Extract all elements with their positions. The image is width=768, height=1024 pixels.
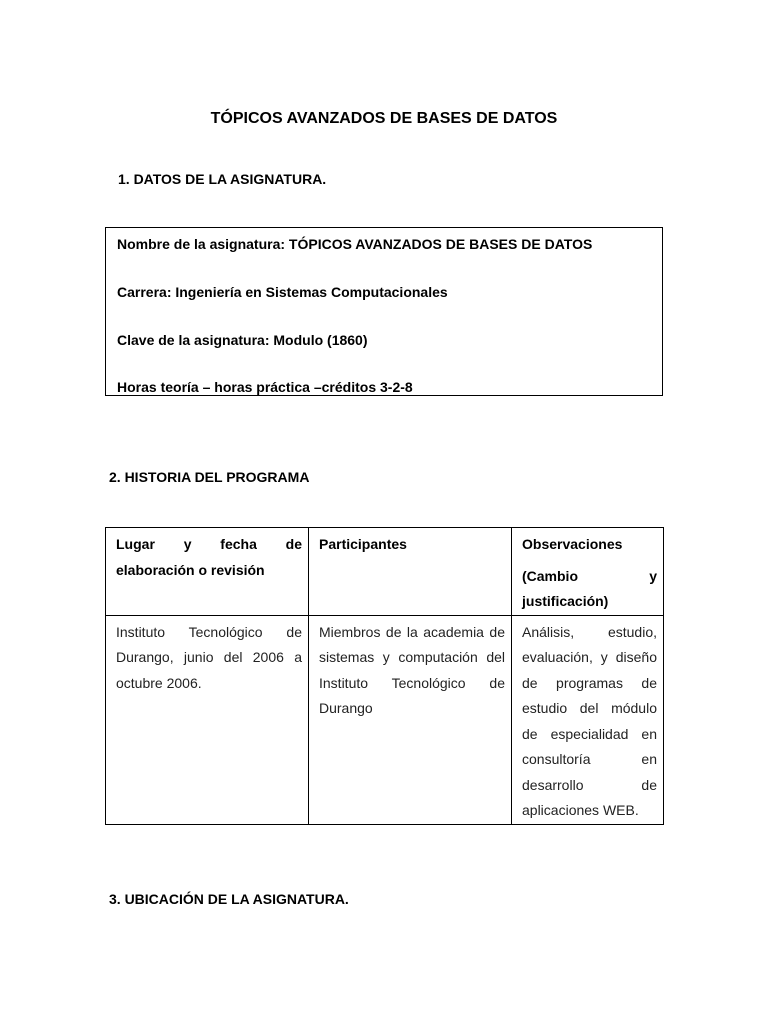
header-observations-text: Observaciones (522, 536, 623, 552)
header-participants-text: Participantes (319, 536, 407, 552)
course-name-field: Nombre de la asignatura: TÓPICOS AVANZADOS DE BASES DE DATOS (117, 236, 593, 252)
career-field: Carrera: Ingeniería en Sistemas Computacionales (117, 284, 448, 300)
cell-place-date-text: Instituto Tecnológico de Durango, junio del 2006 a octubre 2006. (116, 623, 302, 691)
header-participants (309, 528, 512, 616)
hours-credits-field: Horas teoría – horas práctica –créditos 3-2-8 (117, 379, 413, 395)
table-row (106, 615, 664, 824)
section-3-heading: 3. UBICACIÓN DE LA ASIGNATURA. (109, 891, 349, 907)
cell-participants (309, 615, 512, 824)
course-key-field: Clave de la asignatura: Modulo (1860) (117, 332, 368, 348)
section-2-heading: 2. HISTORIA DEL PROGRAMA (109, 469, 310, 485)
course-data-box (105, 227, 663, 396)
cell-observations-text: Análisis, estudio, evaluación, y diseño de programas de estudio del módulo de especialidad en consultoría en desarrollo de aplicaciones WEB. (522, 623, 657, 818)
section-1-heading: 1. DATOS DE LA ASIGNATURA. (118, 171, 327, 187)
cell-participants-text: Miembros de la academia de sistemas y computación del Instituto Tecnológico de Durango (319, 623, 505, 716)
header-observations (512, 528, 664, 616)
header-place-date (106, 528, 309, 616)
header-observations-sub: (Cambio y justificación) (522, 567, 657, 609)
header-place-date-text: Lugar y fecha de elaboración o revisión (116, 536, 302, 578)
cell-observations (512, 615, 664, 824)
history-table-header-row (106, 528, 664, 616)
history-table (105, 527, 664, 825)
cell-place-date (106, 615, 309, 824)
document-title: TÓPICOS AVANZADOS DE BASES DE DATOS (210, 110, 558, 127)
